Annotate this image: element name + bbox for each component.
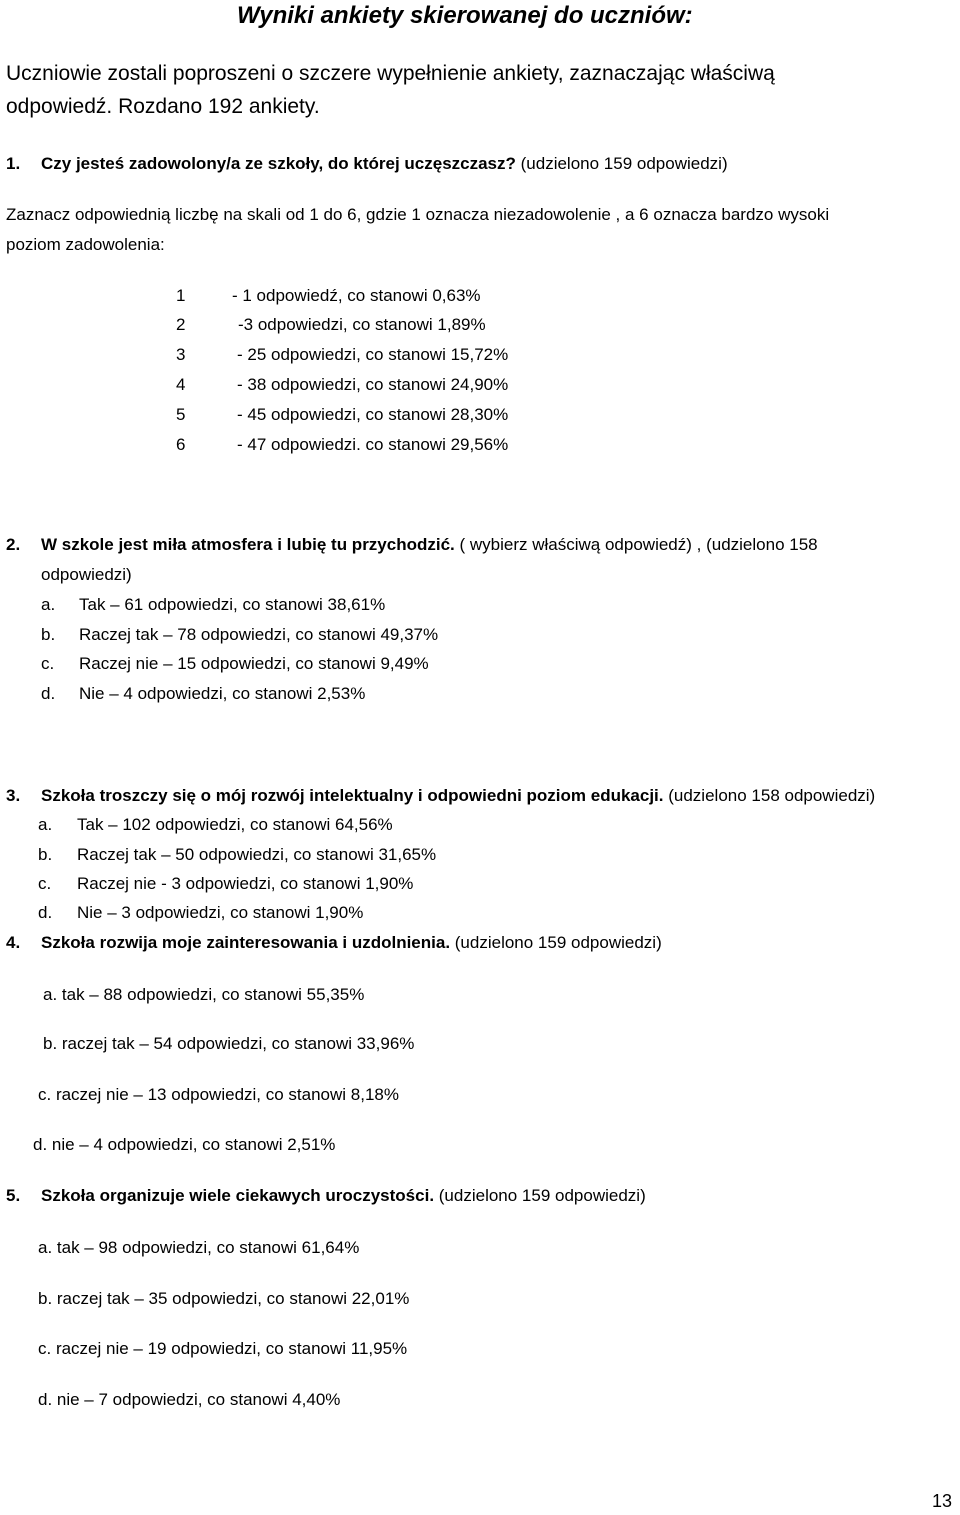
question-5-number: 5. [6,1186,21,1205]
answer-text: d. nie – 4 odpowiedzi, co stanowi 2,51% [33,1135,336,1154]
answer-letter: c. [38,874,52,893]
answer-scale-value: 2 [176,315,186,334]
question-4-number: 4. [6,933,21,952]
answer-text: a. tak – 98 odpowiedzi, co stanowi 61,64% [38,1238,360,1257]
question-2-note: ( wybierz właściwą odpowiedź) , (udzielono 158 [454,535,818,554]
answer-scale-text: - 38 odpowiedzi, co stanowi 24,90% [237,375,509,394]
question-5-note: (udzielono 159 odpowiedzi) [434,1186,646,1205]
answer-text: a. tak – 88 odpowiedzi, co stanowi 55,35% [43,985,365,1004]
question-4-heading [41,933,662,953]
page-title: Wyniki ankiety skierowanej do uczniów: [237,2,693,29]
question-1-number: 1. [6,154,21,173]
answer-text: Nie – 3 odpowiedzi, co stanowi 1,90% [77,903,364,922]
question-1-instruction-line-1: Zaznacz odpowiednią liczbę na skali od 1 do 6, gdzie 1 oznacza niezadowolenie , a 6 oznacza bardzo wysoki [6,205,830,224]
answer-letter: b. [38,845,53,864]
question-2-heading [41,535,818,555]
answer-scale-text: - 1 odpowiedź, co stanowi 0,63% [232,286,481,305]
intro-line-1: Uczniowie zostali poproszeni o szczere wypełnienie ankiety, zaznaczając właściwą [6,62,775,85]
question-1-text: Czy jesteś zadowolony/a ze szkoły, do której uczęszczasz? [41,154,516,173]
question-1-instruction-line-2: poziom zadowolenia: [6,235,165,254]
answer-text: Raczej nie - 3 odpowiedzi, co stanowi 1,90% [77,874,414,893]
answer-letter: d. [41,684,56,703]
answer-text: d. nie – 7 odpowiedzi, co stanowi 4,40% [38,1390,341,1409]
question-3-number: 3. [6,786,21,805]
answer-letter: d. [38,903,53,922]
question-2-text: W szkole jest miła atmosfera i lubię tu przychodzić. [41,535,455,554]
answer-scale-value: 5 [176,405,186,424]
answer-text: Tak – 102 odpowiedzi, co stanowi 64,56% [77,815,393,834]
answer-text: Raczej nie – 15 odpowiedzi, co stanowi 9,49% [79,654,429,673]
answer-letter: a. [38,815,53,834]
answer-text: c. raczej nie – 13 odpowiedzi, co stanowi 8,18% [38,1085,399,1104]
question-5-heading [41,1186,646,1206]
question-4-text: Szkoła rozwija moje zainteresowania i uzdolnienia. [41,933,451,952]
question-3-note: (udzielono 158 odpowiedzi) [663,786,876,805]
answer-text: b. raczej tak – 54 odpowiedzi, co stanowi 33,96% [43,1034,415,1053]
answer-scale-value: 1 [176,286,186,305]
answer-scale-text: -3 odpowiedzi, co stanowi 1,89% [238,315,486,334]
answer-text: Nie – 4 odpowiedzi, co stanowi 2,53% [79,684,366,703]
intro-line-2: odpowiedź. Rozdano 192 ankiety. [6,95,320,118]
answer-letter: a. [41,595,56,614]
answer-text: c. raczej nie – 19 odpowiedzi, co stanowi 11,95% [38,1339,408,1358]
answer-text: Tak – 61 odpowiedzi, co stanowi 38,61% [79,595,386,614]
question-2-note-line-2: odpowiedzi) [41,565,132,584]
answer-text: Raczej tak – 50 odpowiedzi, co stanowi 31,65% [77,845,437,864]
answer-scale-text: - 45 odpowiedzi, co stanowi 28,30% [237,405,509,424]
question-4-note: (udzielono 159 odpowiedzi) [450,933,662,952]
question-2-number: 2. [6,535,21,554]
answer-scale-value: 6 [176,435,186,454]
page-number: 13 [931,1491,952,1511]
answer-letter: c. [41,654,55,673]
question-1-heading [41,154,728,174]
answer-scale-text: - 47 odpowiedzi. co stanowi 29,56% [237,435,509,454]
question-1-note: (udzielono 159 odpowiedzi) [515,154,728,173]
answer-scale-value: 3 [176,345,186,364]
answer-text: Raczej tak – 78 odpowiedzi, co stanowi 49,37% [79,625,439,644]
answer-scale-value: 4 [176,375,186,394]
answer-scale-text: - 25 odpowiedzi, co stanowi 15,72% [237,345,509,364]
question-3-heading [41,786,875,806]
question-5-text: Szkoła organizuje wiele ciekawych uroczystości. [41,1186,435,1205]
answer-text: b. raczej tak – 35 odpowiedzi, co stanowi 22,01% [38,1289,410,1308]
question-3-text: Szkoła troszczy się o mój rozwój intelektualny i odpowiedni poziom edukacji. [41,786,664,805]
answer-letter: b. [41,625,56,644]
